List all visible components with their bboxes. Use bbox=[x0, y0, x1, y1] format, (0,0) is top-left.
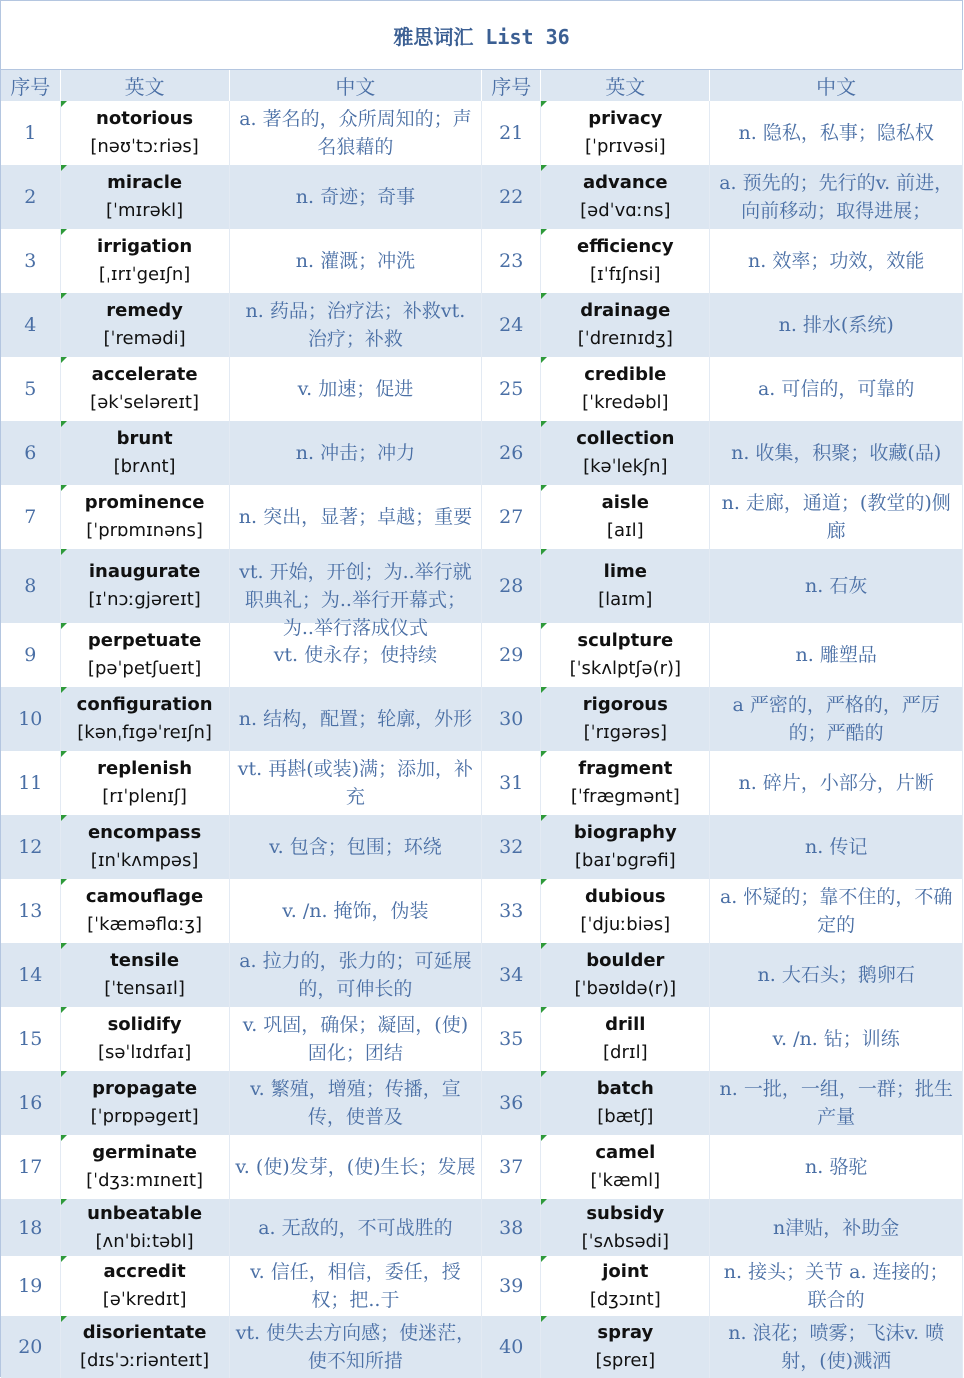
chinese-cell bbox=[229, 165, 482, 229]
table-row bbox=[1, 293, 963, 357]
chinese-meaning: a. 无敌的，不可战胜的 bbox=[258, 1216, 453, 1239]
english-word: encompass bbox=[87, 822, 202, 843]
table-row bbox=[1, 1007, 963, 1071]
english-word: accelerate bbox=[91, 364, 198, 385]
chinese-cell bbox=[710, 165, 963, 229]
table-row bbox=[1, 1071, 963, 1135]
entry-number: 32 bbox=[482, 815, 541, 879]
phonetic: [rɪˈplenɪʃ] bbox=[102, 786, 187, 807]
english-word: germinate bbox=[92, 1142, 197, 1163]
chinese-cell bbox=[229, 1007, 482, 1071]
chinese-meaning: v. 加速；促进 bbox=[297, 378, 414, 400]
chinese-cell bbox=[229, 815, 482, 879]
chinese-meaning: n. 走廊，通道；(教堂的)侧廊 bbox=[721, 492, 951, 542]
chinese-meaning: n. 排水(系统) bbox=[778, 314, 894, 336]
english-cell bbox=[541, 943, 710, 1007]
chinese-cell bbox=[710, 1316, 963, 1378]
entry-number: 3 bbox=[1, 229, 60, 293]
english-cell bbox=[60, 549, 229, 623]
table-row bbox=[1, 357, 963, 421]
chinese-meaning: n. 奇迹；奇事 bbox=[295, 186, 416, 208]
chinese-cell bbox=[229, 751, 482, 815]
header-number-left: 序号 bbox=[1, 70, 60, 101]
sheet-title: 雅思词汇 List 36 bbox=[1, 1, 962, 70]
phonetic: [ˈkredəbl] bbox=[582, 392, 669, 413]
table-row bbox=[1, 485, 963, 549]
chinese-cell bbox=[229, 101, 482, 165]
vocabulary-rows bbox=[1, 101, 963, 1378]
english-cell bbox=[541, 421, 710, 485]
table-row bbox=[1, 549, 963, 623]
english-word: drainage bbox=[580, 300, 671, 321]
phonetic: [dʒɔɪnt] bbox=[589, 1289, 661, 1310]
chinese-cell bbox=[229, 357, 482, 421]
english-cell bbox=[60, 879, 229, 943]
english-cell bbox=[541, 1135, 710, 1199]
chinese-meaning: v. 巩固，确保；凝固，(使)固化；团结 bbox=[242, 1014, 469, 1064]
english-word: biography bbox=[573, 822, 677, 843]
english-word: advance bbox=[583, 172, 668, 193]
vocabulary-table bbox=[1, 70, 963, 1378]
english-cell bbox=[541, 1007, 710, 1071]
phonetic: [brʌnt] bbox=[113, 456, 176, 477]
phonetic: [əˈkredɪt] bbox=[102, 1289, 187, 1310]
chinese-cell bbox=[710, 1071, 963, 1135]
english-cell bbox=[541, 879, 710, 943]
chinese-meaning: n. 隐私，私事；隐私权 bbox=[738, 122, 934, 144]
english-cell bbox=[60, 1256, 229, 1316]
chinese-cell bbox=[710, 815, 963, 879]
english-word: camel bbox=[595, 1142, 656, 1163]
phonetic: [ˈdreɪnɪdʒ] bbox=[577, 328, 673, 349]
english-cell bbox=[541, 1256, 710, 1316]
entry-number: 33 bbox=[482, 879, 541, 943]
entry-number: 24 bbox=[482, 293, 541, 357]
header-number-right: 序号 bbox=[482, 70, 541, 101]
chinese-cell bbox=[710, 879, 963, 943]
chinese-cell bbox=[710, 485, 963, 549]
english-cell bbox=[541, 293, 710, 357]
entry-number: 1 bbox=[1, 101, 60, 165]
english-cell bbox=[541, 815, 710, 879]
entry-number: 25 bbox=[482, 357, 541, 421]
chinese-meaning: n. 效率；功效，效能 bbox=[748, 250, 925, 272]
english-cell bbox=[60, 1135, 229, 1199]
phonetic: [ˈkæml] bbox=[590, 1170, 661, 1191]
english-word: camouflage bbox=[85, 886, 204, 907]
entry-number: 37 bbox=[482, 1135, 541, 1199]
phonetic: [ˈmɪrəkl] bbox=[106, 200, 184, 221]
phonetic: [ˈtensaɪl] bbox=[104, 978, 185, 999]
table-row bbox=[1, 229, 963, 293]
english-cell bbox=[60, 815, 229, 879]
english-cell bbox=[541, 101, 710, 165]
phonetic: [ˈremədi] bbox=[103, 328, 186, 349]
english-cell bbox=[541, 549, 710, 623]
chinese-meaning: n. 大石头；鹅卵石 bbox=[757, 964, 915, 986]
table-row bbox=[1, 943, 963, 1007]
chinese-cell bbox=[229, 293, 482, 357]
english-word: efficiency bbox=[577, 236, 674, 257]
english-word: boulder bbox=[586, 950, 665, 971]
table-row bbox=[1, 879, 963, 943]
chinese-cell bbox=[229, 1256, 482, 1316]
chinese-cell bbox=[710, 1135, 963, 1199]
english-cell bbox=[541, 357, 710, 421]
chinese-meaning: a. 可信的，可靠的 bbox=[757, 378, 915, 400]
chinese-meaning: n. 传记 bbox=[805, 836, 868, 858]
phonetic: [ˈsʌbsədi] bbox=[581, 1230, 669, 1252]
phonetic: [bætʃ] bbox=[597, 1106, 654, 1127]
chinese-cell bbox=[229, 1316, 482, 1378]
english-cell bbox=[60, 1199, 229, 1256]
header-row bbox=[1, 70, 963, 101]
chinese-cell bbox=[229, 1135, 482, 1199]
entry-number: 11 bbox=[1, 751, 60, 815]
table-row bbox=[1, 1135, 963, 1199]
phonetic: [əkˈseləreɪt] bbox=[90, 392, 200, 413]
entry-number: 13 bbox=[1, 879, 60, 943]
chinese-meaning: n津贴，补助金 bbox=[773, 1216, 900, 1239]
entry-number: 40 bbox=[482, 1316, 541, 1378]
english-cell bbox=[60, 751, 229, 815]
english-cell bbox=[60, 293, 229, 357]
english-cell bbox=[541, 229, 710, 293]
chinese-cell bbox=[710, 357, 963, 421]
phonetic: [baɪˈɒgrəfi] bbox=[574, 850, 676, 871]
chinese-cell bbox=[710, 1256, 963, 1316]
chinese-meaning: vt. 开始，开创；为..举行就职典礼；为..举行开幕式；为..举行落成仪式 bbox=[239, 561, 472, 639]
chinese-meaning: v. /n. 掩饰，伪装 bbox=[282, 900, 429, 922]
phonetic: [ədˈvɑːns] bbox=[580, 200, 671, 221]
header-chinese-right: 中文 bbox=[710, 70, 963, 101]
entry-number: 6 bbox=[1, 421, 60, 485]
table-row bbox=[1, 1316, 963, 1378]
chinese-cell bbox=[229, 421, 482, 485]
english-word: perpetuate bbox=[87, 630, 202, 651]
chinese-meaning: v. 繁殖，增殖；传播，宣传，使普及 bbox=[250, 1078, 461, 1128]
table-row bbox=[1, 1256, 963, 1316]
header-chinese-left: 中文 bbox=[229, 70, 482, 101]
phonetic: [ˈkæməflɑːʒ] bbox=[87, 914, 203, 935]
english-word: brunt bbox=[116, 428, 173, 449]
entry-number: 8 bbox=[1, 549, 60, 623]
header-english-left: 英文 bbox=[60, 70, 229, 101]
entry-number: 9 bbox=[1, 623, 60, 687]
entry-number: 4 bbox=[1, 293, 60, 357]
english-word: solidify bbox=[107, 1014, 182, 1035]
entry-number: 39 bbox=[482, 1256, 541, 1316]
chinese-meaning: a. 著名的，众所周知的；声名狼藉的 bbox=[239, 108, 472, 158]
english-cell bbox=[60, 421, 229, 485]
english-cell bbox=[60, 1007, 229, 1071]
phonetic: [ɪnˈkʌmpəs] bbox=[90, 850, 199, 871]
phonetic: [ɪˈnɔːgjəreɪt] bbox=[88, 589, 201, 610]
chinese-meaning: vt. 使失去方向感；使迷茫，使不知所措 bbox=[235, 1322, 476, 1372]
english-cell bbox=[541, 485, 710, 549]
english-cell bbox=[60, 1316, 229, 1378]
english-word: joint bbox=[602, 1261, 649, 1282]
english-cell bbox=[541, 1199, 710, 1256]
phonetic: [pəˈpetʃueɪt] bbox=[87, 658, 202, 679]
chinese-cell bbox=[710, 101, 963, 165]
english-word: drill bbox=[605, 1014, 646, 1035]
chinese-meaning: n. 碎片，小部分，片断 bbox=[738, 772, 934, 794]
chinese-meaning: a. 怀疑的；靠不住的，不确定的 bbox=[719, 886, 953, 936]
chinese-meaning: v. (使)发芽，(使)生长；发展 bbox=[235, 1156, 476, 1178]
table-row bbox=[1, 1199, 963, 1256]
entry-number: 23 bbox=[482, 229, 541, 293]
english-word: miracle bbox=[107, 172, 183, 193]
entry-number: 34 bbox=[482, 943, 541, 1007]
english-word: rigorous bbox=[582, 694, 668, 715]
english-word: lime bbox=[603, 561, 647, 582]
entry-number: 2 bbox=[1, 165, 60, 229]
entry-number: 17 bbox=[1, 1135, 60, 1199]
english-word: tensile bbox=[110, 950, 180, 971]
chinese-cell bbox=[229, 879, 482, 943]
english-cell bbox=[541, 1316, 710, 1378]
table-row bbox=[1, 687, 963, 751]
phonetic: [spreɪ] bbox=[595, 1350, 656, 1371]
english-cell bbox=[60, 165, 229, 229]
english-word: unbeatable bbox=[87, 1202, 203, 1224]
chinese-cell bbox=[710, 1007, 963, 1071]
entry-number: 35 bbox=[482, 1007, 541, 1071]
entry-number: 5 bbox=[1, 357, 60, 421]
entry-number: 38 bbox=[482, 1199, 541, 1256]
phonetic: [drɪl] bbox=[603, 1042, 648, 1063]
chinese-meaning: n. 骆驼 bbox=[805, 1156, 868, 1178]
entry-number: 30 bbox=[482, 687, 541, 751]
chinese-cell bbox=[229, 549, 482, 639]
entry-number: 19 bbox=[1, 1256, 60, 1316]
phonetic: [ˈbəʊldə(r)] bbox=[574, 978, 677, 999]
table-row bbox=[1, 165, 963, 229]
english-word: notorious bbox=[96, 108, 194, 129]
english-word: configuration bbox=[76, 694, 213, 715]
chinese-meaning: a. 预先的；先行的v. 前进，向前移动；取得进展； bbox=[719, 172, 954, 222]
chinese-cell bbox=[229, 943, 482, 1007]
phonetic: [kəˈlekʃn] bbox=[583, 456, 668, 477]
english-word: propagate bbox=[92, 1078, 198, 1099]
entry-number: 28 bbox=[482, 549, 541, 623]
entry-number: 7 bbox=[1, 485, 60, 549]
header-english-right: 英文 bbox=[541, 70, 710, 101]
phonetic: [ɪˈfɪʃnsi] bbox=[590, 264, 661, 285]
english-word: accredit bbox=[103, 1261, 186, 1282]
phonetic: [ˈprɒmɪnəns] bbox=[86, 520, 203, 541]
chinese-cell bbox=[229, 687, 482, 751]
phonetic: [ˈprɪvəsi] bbox=[585, 136, 666, 157]
english-cell bbox=[541, 165, 710, 229]
chinese-meaning: a 严密的，严格的，严厉的；严酷的 bbox=[732, 694, 940, 744]
entry-number: 31 bbox=[482, 751, 541, 815]
phonetic: [ˈprɒpəgeɪt] bbox=[90, 1106, 199, 1127]
chinese-meaning: n. 浪花；喷雾；飞沫v. 喷射，(使)溅洒 bbox=[728, 1322, 945, 1372]
chinese-meaning: vt. 使永存；使持续 bbox=[273, 644, 438, 666]
entry-number: 10 bbox=[1, 687, 60, 751]
english-cell bbox=[541, 623, 710, 687]
english-cell bbox=[60, 1071, 229, 1135]
chinese-cell bbox=[229, 485, 482, 549]
chinese-cell bbox=[229, 1199, 482, 1256]
english-cell bbox=[60, 485, 229, 549]
english-word: sculpture bbox=[577, 630, 674, 651]
chinese-meaning: n. 灌溉；冲洗 bbox=[295, 250, 416, 272]
chinese-meaning: v. /n. 钻；训练 bbox=[772, 1028, 900, 1050]
chinese-meaning: n. 一批，一组，一群；批生产量 bbox=[719, 1078, 953, 1128]
english-word: subsidy bbox=[586, 1202, 665, 1224]
chinese-meaning: v. 包含；包围；环绕 bbox=[269, 836, 442, 858]
entry-number: 14 bbox=[1, 943, 60, 1007]
entry-number: 27 bbox=[482, 485, 541, 549]
table-row bbox=[1, 101, 963, 165]
entry-number: 26 bbox=[482, 421, 541, 485]
english-word: remedy bbox=[106, 300, 183, 321]
entry-number: 12 bbox=[1, 815, 60, 879]
english-cell bbox=[60, 229, 229, 293]
chinese-meaning: n. 突出，显著；卓越；重要 bbox=[238, 506, 473, 528]
chinese-meaning: n. 药品；治疗法；补救vt. 治疗；补救 bbox=[245, 300, 466, 350]
entry-number: 36 bbox=[482, 1071, 541, 1135]
chinese-cell bbox=[710, 687, 963, 751]
chinese-meaning: n. 接头；关节 a. 连接的；联合的 bbox=[723, 1261, 949, 1311]
english-word: prominence bbox=[84, 492, 205, 513]
english-word: batch bbox=[596, 1078, 654, 1099]
phonetic: [dɪsˈɔːriənteɪt] bbox=[79, 1350, 210, 1371]
english-word: replenish bbox=[97, 758, 193, 779]
phonetic: [ˈfrægmənt] bbox=[570, 786, 680, 807]
english-word: collection bbox=[576, 428, 675, 449]
english-word: privacy bbox=[588, 108, 663, 129]
chinese-cell bbox=[710, 229, 963, 293]
table-row bbox=[1, 421, 963, 485]
chinese-cell bbox=[229, 229, 482, 293]
english-word: spray bbox=[597, 1322, 654, 1343]
chinese-cell bbox=[710, 1199, 963, 1256]
english-cell bbox=[541, 687, 710, 751]
english-word: credible bbox=[584, 364, 667, 385]
chinese-meaning: v. 信任，相信，委任，授权；把..于 bbox=[250, 1261, 461, 1311]
chinese-meaning: n. 结构，配置；轮廓，外形 bbox=[238, 708, 473, 730]
entry-number: 16 bbox=[1, 1071, 60, 1135]
chinese-cell bbox=[710, 549, 963, 623]
chinese-cell bbox=[710, 623, 963, 687]
phonetic: [ˌɪrɪˈgeɪʃn] bbox=[98, 264, 191, 285]
phonetic: [ˈdʒɜːmɪneɪt] bbox=[86, 1170, 204, 1191]
entry-number: 20 bbox=[1, 1316, 60, 1378]
chinese-meaning: vt. 再斟(或装)满；添加，补充 bbox=[237, 758, 474, 808]
phonetic: [kənˌfɪgəˈreɪʃn] bbox=[77, 722, 212, 743]
chinese-meaning: n. 石灰 bbox=[805, 575, 868, 597]
english-word: inaugurate bbox=[88, 561, 201, 582]
table-row bbox=[1, 623, 963, 687]
table-row bbox=[1, 815, 963, 879]
english-word: dubious bbox=[584, 886, 666, 907]
chinese-meaning: a. 拉力的，张力的；可延展的，可伸长的 bbox=[239, 950, 472, 1000]
phonetic: [nəʊˈtɔːriəs] bbox=[90, 136, 199, 157]
entry-number: 21 bbox=[482, 101, 541, 165]
table-row bbox=[1, 751, 963, 815]
english-word: irrigation bbox=[97, 236, 193, 257]
chinese-cell bbox=[710, 421, 963, 485]
entry-number: 22 bbox=[482, 165, 541, 229]
phonetic: [ʌnˈbiːtəbl] bbox=[95, 1230, 194, 1252]
phonetic: [ˈskʌlptʃə(r)] bbox=[569, 658, 682, 679]
chinese-meaning: n. 收集，积聚；收藏(品) bbox=[731, 442, 942, 464]
english-cell bbox=[60, 101, 229, 165]
english-cell bbox=[541, 751, 710, 815]
english-word: disorientate bbox=[82, 1322, 207, 1343]
chinese-cell bbox=[710, 293, 963, 357]
english-word: aisle bbox=[601, 492, 650, 513]
chinese-cell bbox=[710, 943, 963, 1007]
entry-number: 15 bbox=[1, 1007, 60, 1071]
phonetic: [ˈrɪgərəs] bbox=[583, 722, 668, 743]
english-word: fragment bbox=[578, 758, 673, 779]
entry-number: 29 bbox=[482, 623, 541, 687]
phonetic: [səˈlɪdɪfaɪ] bbox=[97, 1042, 192, 1063]
phonetic: [aɪl] bbox=[606, 520, 644, 541]
english-cell bbox=[60, 623, 229, 687]
chinese-meaning: n. 雕塑品 bbox=[795, 644, 877, 666]
phonetic: [laɪm] bbox=[598, 589, 653, 610]
chinese-cell bbox=[710, 751, 963, 815]
english-cell bbox=[60, 687, 229, 751]
english-cell bbox=[60, 943, 229, 1007]
phonetic: [ˈdjuːbiəs] bbox=[580, 914, 671, 935]
chinese-meaning: n. 冲击；冲力 bbox=[295, 442, 416, 464]
english-cell bbox=[60, 357, 229, 421]
english-cell bbox=[541, 1071, 710, 1135]
entry-number: 18 bbox=[1, 1199, 60, 1256]
chinese-cell bbox=[229, 1071, 482, 1135]
